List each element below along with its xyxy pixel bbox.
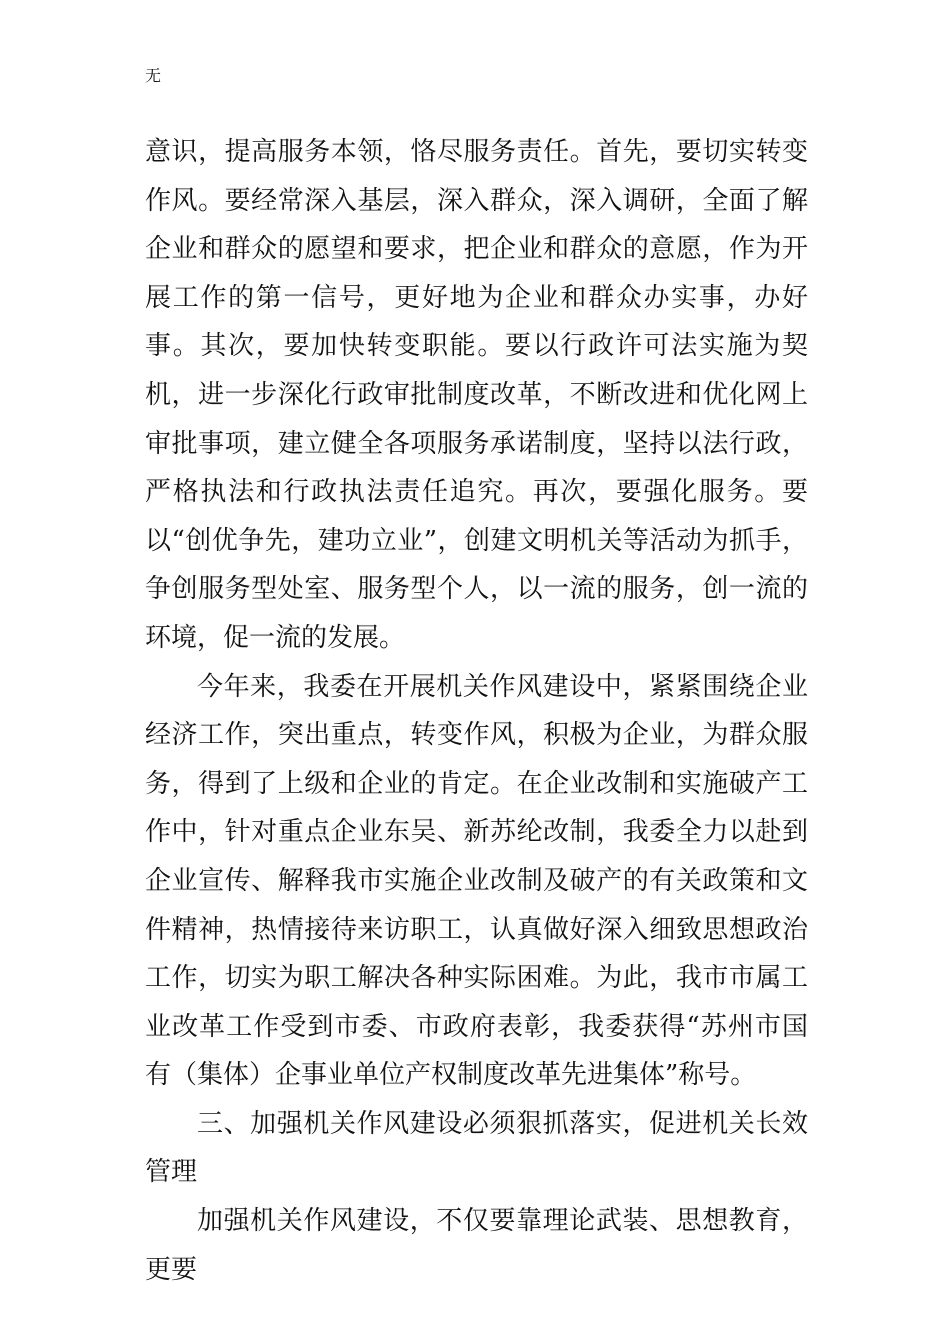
paragraph-work-achievements: 今年来，我委在开展机关作风建设中，紧紧围绕企业经济工作，突出重点，转变作风，积极为企业，为群众服务，得到了上级和企业的肯定。在企业改制和实施破产工作中，针对重点企业东吴、新苏纶改制，我委全力以赴到企业宣传、解释我市实施企业改制及破产的有关政策和文件精神，热情接待来访职工，认真做好深入细致思想政治工作，切实为职工解决各种实际困难。为此，我市市属工业改革工作受到市委、市政府表彰，我委获得“苏州市国有（集体）企事业单位产权制度改革先进集体”称号。 bbox=[145, 671, 808, 1091]
document-body bbox=[145, 128, 808, 1294]
section-heading: 三、加强机关作风建设必须狠抓落实，促进机关长效管理 bbox=[145, 1108, 808, 1188]
paragraph-continuation: 意识，提高服务本领，恪尽服务责任。首先，要切实转变作风。要经常深入基层，深入群众，深入调研，全面了解企业和群众的愿望和要求，把企业和群众的意愿，作为开展工作的第一信号，更好地为企业和群众办实事，办好事。其次，要加快转变职能。要以行政许可法实施为契机，进一步深化行政审批制度改革，不断改进和优化网上审批事项，建立健全各项服务承诺制度，坚持以法行政，严格执法和行政执法责任追究。再次，要强化服务。要以“创优争先，建功立业”，创建文明机关等活动为抓手，争创服务型处室、服务型个人，以一流的服务，创一流的环境，促一流的发展。 bbox=[145, 137, 808, 653]
paragraph-section-intro: 加强机关作风建设，不仅要靠理论武装、思想教育，更要 bbox=[145, 1206, 808, 1285]
page-header: 无 bbox=[145, 66, 162, 85]
